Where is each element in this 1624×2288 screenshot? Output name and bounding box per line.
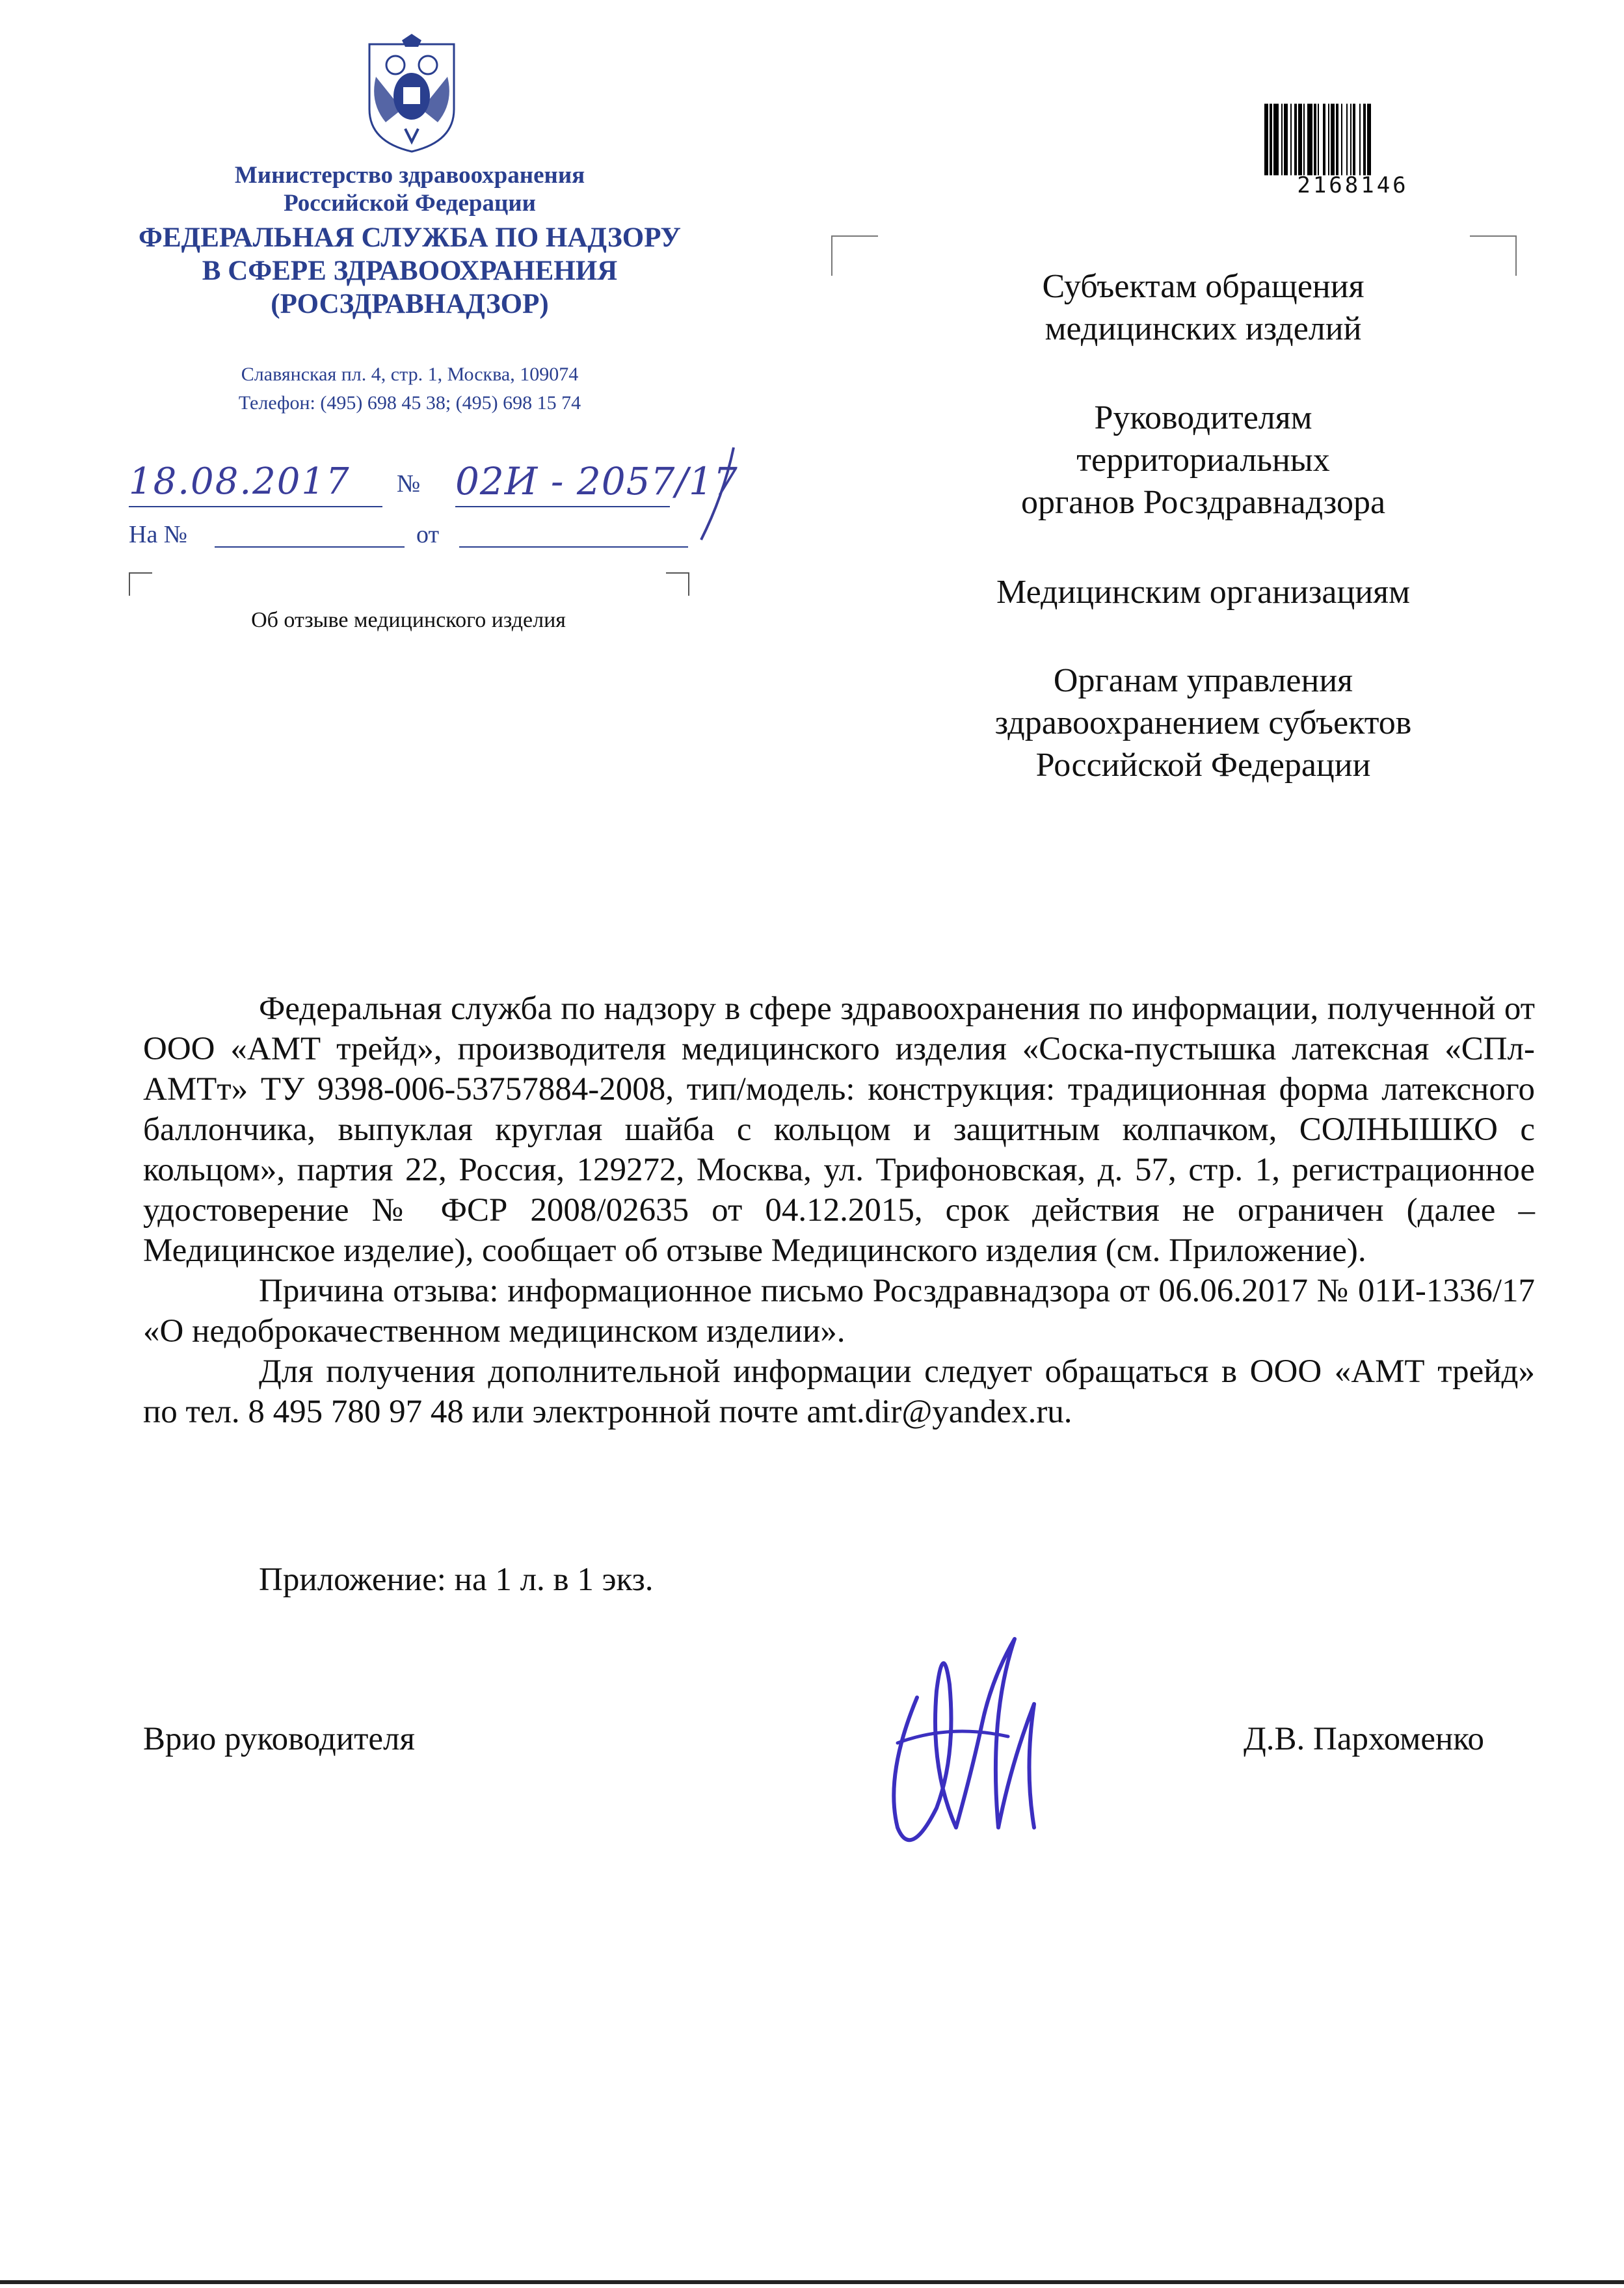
service-line-1: ФЕДЕРАЛЬНАЯ СЛУЖБА ПО НАДЗОРУ bbox=[139, 222, 681, 253]
service-line-2: В СФЕРЕ ЗДРАВООХРАНЕНИЯ bbox=[202, 256, 618, 286]
barcode-bar bbox=[1341, 104, 1342, 176]
barcode-bar bbox=[1298, 104, 1302, 176]
handwritten-number: 02И - 2057/17 bbox=[455, 459, 738, 503]
signer-name: Д.В. Пархоменко bbox=[1244, 1721, 1484, 1757]
barcode-bar bbox=[1359, 104, 1361, 176]
scan-border-line bbox=[0, 2280, 1624, 2284]
barcode-bar bbox=[1314, 104, 1316, 176]
barcode-bar bbox=[1353, 104, 1355, 176]
body-paragraph-2: Причина отзыва: информационное письмо Росздравнадзора от 06.06.2017 № 01И-1336/17 «О недоброкачественном медицинском изделии». bbox=[143, 1273, 1535, 1350]
addressee-line: Российской Федерации bbox=[1035, 747, 1371, 784]
barcode-bar bbox=[1336, 104, 1338, 176]
coat-of-arms-emblem bbox=[356, 31, 467, 155]
addressee-line: органов Росздравнадзора bbox=[1020, 484, 1386, 521]
ministry-name bbox=[163, 161, 657, 217]
barcode-bar bbox=[1281, 104, 1283, 176]
addressee-line: Руководителям bbox=[1094, 399, 1312, 436]
addressee-block-4 bbox=[898, 659, 1509, 786]
number-sign: № bbox=[397, 470, 421, 498]
number-underline bbox=[455, 506, 670, 507]
body-paragraph-3: Для получения дополнительной информации следует обращаться в ООО «АМТ трейд» по тел. 8 495 780 97 48 или электронной почте amt.dir@yandex.ru. bbox=[143, 1353, 1535, 1430]
barcode-bar bbox=[1264, 104, 1268, 176]
barcode-bar bbox=[1284, 104, 1288, 176]
barcode-bar bbox=[1273, 104, 1279, 176]
addressee-line: территориальных bbox=[1076, 442, 1330, 479]
addressee-line: Медицинским организациям bbox=[996, 574, 1410, 611]
body-paragraph-1: Федеральная служба по надзору в сфере здравоохранения по информации, полученной от ООО «АМТ трейд», производителя медицинского изделия «Соска-пустышка латексная «СПл-АМТт» ТУ 9398-006-53757884-2008, тип/модель: конструкция: традиционная форма латексного баллончика, выпуклая круглая шайба с кольцом и защитным колпачком, СОЛНЫШКО с кольцом», партия 22, Россия, 129272, Москва, ул. Трифоновская, д. 57, стр. 1, регистрационное удостоверение № ФСР 2008/02635 от 04.12.2015, срок действия не ограничен (далее – Медицинское изделие), сообщает об отзыве Медицинского изделия (см. Приложение). bbox=[143, 991, 1535, 1269]
service-name bbox=[111, 221, 709, 321]
barcode-number: 2168146 bbox=[1297, 172, 1409, 198]
service-line-3: (РОСЗДРАВНАДЗОР) bbox=[271, 289, 549, 319]
addressee-line: Субъектам обращения bbox=[1042, 268, 1364, 305]
ministry-line-2: Российской Федерации bbox=[284, 190, 536, 217]
barcode-bar bbox=[1331, 104, 1335, 176]
signer-position: Врио руководителя bbox=[143, 1721, 415, 1757]
date-underline bbox=[129, 506, 382, 507]
attachment-note: Приложение: на 1 л. в 1 экз. bbox=[259, 1562, 654, 1598]
addressee-block-2 bbox=[898, 397, 1509, 524]
reply-to-line bbox=[215, 546, 405, 548]
barcode-bar bbox=[1270, 104, 1272, 176]
barcode-bar bbox=[1307, 104, 1312, 176]
barcode-bar bbox=[1350, 104, 1351, 176]
reply-to-label: На № bbox=[129, 521, 188, 548]
barcode-bar bbox=[1318, 104, 1319, 176]
letter-body bbox=[143, 989, 1535, 1432]
barcode-bar bbox=[1323, 104, 1325, 176]
handwritten-date: 18.08.2017 bbox=[129, 460, 351, 503]
barcode-bar bbox=[1328, 104, 1329, 176]
handwritten-signature bbox=[859, 1613, 1106, 1886]
address-line-1: Славянская пл. 4, стр. 1, Москва, 109074 bbox=[241, 364, 579, 385]
service-address bbox=[130, 360, 689, 418]
barcode-bar bbox=[1294, 104, 1297, 176]
address-line-2: Телефон: (495) 698 45 38; (495) 698 15 74 bbox=[238, 392, 581, 414]
addressee-block-1 bbox=[898, 265, 1509, 350]
barcode-bar bbox=[1367, 104, 1371, 176]
subject-bracket-left bbox=[129, 572, 152, 596]
addressee-line: медицинских изделий bbox=[1045, 310, 1362, 347]
letter-subject: Об отзыве медицинского изделия bbox=[251, 608, 566, 632]
barcode-bar bbox=[1346, 104, 1348, 176]
handwritten-slash bbox=[688, 442, 747, 546]
addressee-bracket-left bbox=[831, 235, 878, 276]
ministry-line-1: Министерство здравоохранения bbox=[234, 162, 585, 189]
addressee-line: здравоохранением субъектов bbox=[994, 704, 1412, 741]
barcode-bar bbox=[1363, 104, 1366, 176]
addressee-line: Органам управления bbox=[1053, 662, 1353, 699]
from-line bbox=[459, 546, 688, 548]
addressee-block-3 bbox=[898, 571, 1509, 613]
barcode-bar bbox=[1290, 104, 1292, 176]
barcode-bar bbox=[1303, 104, 1305, 176]
from-label: от bbox=[416, 521, 440, 548]
subject-bracket-right bbox=[666, 572, 689, 596]
